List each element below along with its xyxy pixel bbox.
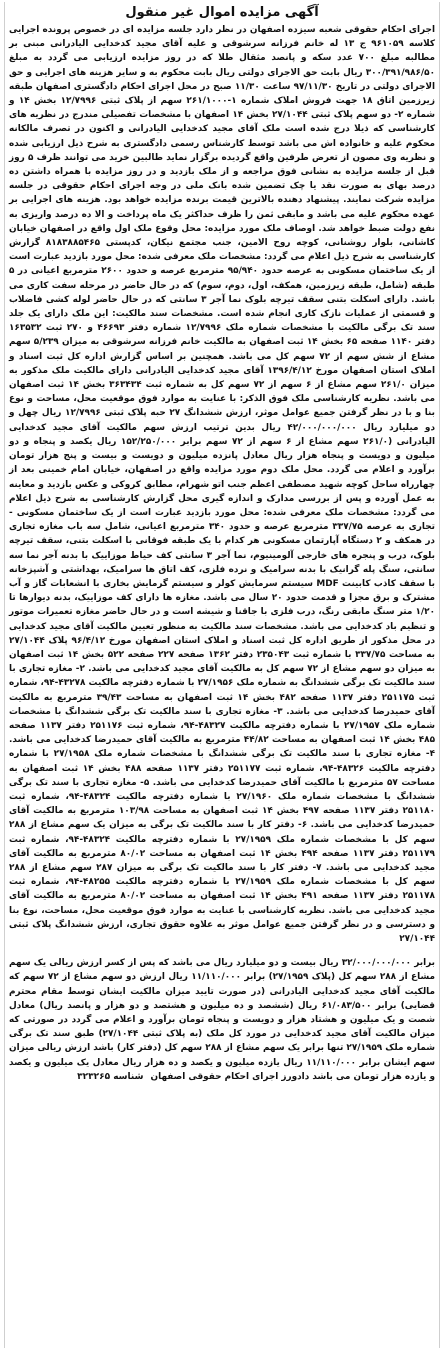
notice-id: شناسه ۳۲۳۲۶۵	[77, 1071, 144, 1082]
notice-footer	[9, 956, 435, 1084]
notice-page	[4, 2, 440, 1348]
notice-body	[9, 23, 435, 946]
notice-footer-text: برابر ۳۲/۰۰۰/۰۰۰/۰۰۰ ریال بیست و دو میلیارد ریال می باشد که پس از کسر ارزش ریالی یک سهم مشاع از ۲۸۸ سهم کل (پلاک ۲۷/۱۹۵۹) برابر ۱۱/۱۱۰/۰۰۰ ریال ارزش دو سهم مشاع از ۷۲ سهم که مالکیت آقای مجید کدخدایی الیادرانی (در صورت تایید میزان مالکیت ایشان توسط مقام محترم قضایی) برابر ۶۱/۰۸۳/۵۰۰ ریال (ششصد و ده میلیون و هشتصد و دو هزار و پانصد ریال) معادل شصت و یک میلیون و هشتاد هزار و دویست و پنجاه تومان برآورد و اعلام می گردد در صورتی که میزان مالکیت آقای مجید کدخدایی در مورد کل ملک (به پلاک ثبتی ۲۷/۱۰۴۴) طبق سند تک برگی شماره ملک ۲۷/۱۹۵۹ تنها برابر یک سهم مشاع از ۲۸۸ سهم کل (دفتر کار) باشد ارزش ریالی میزان سهم ایشان برابر ۱۱/۱۱۰/۰۰۰ ریال یازده میلیون و یکصد و ده هزار ریال معادل یک میلیون و یکصد و یازده هزار تومان می باشد دادورز اجرای احکام حقوقی اصفهان	[9, 958, 435, 1082]
notice-paragraph: اجرای احکام حقوقی شعبه سیزده اصفهان در نظر دارد جلسه مزایده ای در خصوص پرونده اجرایی کلاسه ۹۶۱۰۵۹ ج ۱۳ له خانم فرزانه سرشوقی و علیه آقای مجید کدخدایی الیادرانی مبنی بر مطالبه مبلغ ۷۰۰ عدد سکه و پانصد مثقال طلا که در روز مزایده ارزیابی می گردد به مبلغ ۳۰۰/۳۹۱/۹۸۶/۵۰ ریال بابت حق الاجرای دولتی ریال بابت محکوم به و سایر هزینه های اجرایی و حق الاجرای دولتی در تاریخ ۹۷/۱۱/۳۰ ساعت ۱۱/۳۰ صبح در محل اجرای احکام دادگستری اصفهان طبقه زیرزمین اتاق ۱۸ جهت فروش املاک شماره ۱-۲۶۱/۱۰۰۰ سهم از پلاک ثبتی ۱۲/۷۹۹۶ بخش ۱۴ و شماره ۲- دو سهم پلاک ثبتی ۲۷/۱۰۴۴ بخش ۱۴ اصفهان با مشخصات تفصیلی مندرج در نظریه های کارشناسی که ذیلا درج شده است ملک آقای مجید کدخدایی الیادرانی و اکنون در تصرف مالکانه محکوم علیه و خانواده اش می باشد توسط کارشناس رسمی دادگستری به شرح ذیل ارزیابی شده و نظریه وی مصون از تعرض طرفین واقع گردیده برگزار نماید طالبین خرید می توانند ظرف ۵ روز قبل از جلسه مزایده به نشانی فوق مراجعه و از ملک بازدید و در روز مزایده با همراه داشتن ده درصد بهای به صورت نقد یا چک تضمین شده بانک ملی در وجه اجرای احکام حقوقی در جلسه مزایده شرکت نمایند. پیشنهاد دهنده بالاترین قیمت برنده مزایده خواهد بود. هزینه های اجرایی بر عهده محکوم علیه می باشد و مابقی ثمن را ظرف حداکثر یک ماه پرداخت و الا ده درصد واریزی به نفع دولت ضبط خواهد شد. اوصاف ملک مورد مزایده: محل وقوع ملک اول واقع در اصفهان خیابان کاشانی، بلوار روشنانی، کوچه روح الامین، جنب مجتمع نیکان، کدپستی ۸۱۸۳۸۸۵۴۶۵ گزارش کارشناسی به شرح ذیل اعلام می گردد: مشخصات ملک معرفی شده: محل مورد بازدید عبارت است از یک ساختمان مسکونی به عرصه حدود ۹۵/۹۴۰ مترمربع عرصه و حدود ۲۶۰۰ مترمربع اعیانی در ۵ طبقه (شامل، طبقه زیرزمین، همکف، اول، دوم، سوم) که در حال حاضر در مرحله سفت کاری می باشد. دارای اسکلت بتنی سقف تیرچه بلوک نما آجر ۳ سانتی که در حال حاضر لوله کشی فاضلاب و قسمتی از عملیات نازک کاری انجام شده است. مشخصات سند مالکیت: این ملک دارای یک جلد سند تک برگی مالکیت با مشخصات شماره ملک ۱۲/۷۹۹۶ شماره دفتر ۴۶۶۹۳ و ۲۷۰ ثبت ۱۶۳۵۳۲ دفتر ۱۱۴۰ صفحه ۶۵ بخش ۱۴ ثبت اصفهان به مالکیت خانم فرزانه سرشوقی به میزان ۵/۲۳۹ سهم مشاع از شش سهم از ۷۲ سهم کل می باشد. همچنین بر اساس گزارش اداره کل ثبت اسناد و املاک استان اصفهان مورخ ۱۳۹۶/۴/۱۲ آقای مجید کدخدایی الیادرانی دارای مالکیت ملک مذکور به میزان ۲۶۱/۰ سهم مشاع از ۶ سهم از ۷۲ سهم کل به شماره ثبت ۳۶۳۴۳۴ بخش ۱۴ ثبت اصفهان می باشد. نظریه کارشناسی ملک فوق الذکر: با عنایت به موارد فوق موقعیت محل، مساحت و نوع بنا و با در نظر گرفتن جمیع عوامل موثر، ارزش ششدانگ ۲۷ حبه پلاک ثبتی ۱۲/۷۹۹۶ ریال چهل و دو میلیارد ریال ۴۲/۰۰۰/۰۰۰/۰۰۰ ریال بدین ترتیب ارزش سهم مالکیت آقای مجید کدخدایی الیادرانی (۲۶۱/۰ سهم مشاع از ۶ سهم از ۷۲ سهم برابر ۱۵۲/۲۵۰/۰۰۰ ریال یکصد و پنجاه و دو میلیون و دویست و پنجاه هزار ریال معادل پانزده میلیون و دویست و بیست و پنج هزار تومان برآورد و اعلام می گردد. محل ملک دوم مورد مزایده واقع در اصفهان، خیابان امام خمینی بعد از چهارراه ساحل کوچه شهید مصطفی اعظم جنب اتو شهرام، مطابق کروکی و عکس بازدید و معاینه به عمل آورده و پس از بررسی مدارک و اندازه گیری محل گزارش کارشناسی به شرح ذیل اعلام می گردد: مشخصات ملک معرفی شده: محل مورد بازدید عبارت است از یک ساختمان مسکونی - تجاری به عرصه ۳۳۷/۷۵ مترمربع عرصه و حدود ۳۴۰ مترمربع اعیانی، شامل سه باب مغازه تجاری در همکف و ۲ دستگاه آپارتمان مسکونی هر کدام با یک طبقه فوقانی با اسکلت بتنی، سقف تیرچه بلوک، درب و پنجره های خارجی آلومینیوم، نما آجر ۳ سانتی کف حیاط موزاییک با بدنه آجر نما سه سانتی، سنگ پله گرانیک با بدنه سرامیک و نرده فلزی، کف اتاق ها سرامیک، بهداشتی و آشپزخانه با سقف کاذب کابینت MDF سیستم سرمایش کولر و سیستم گرمایش بخاری با انشعابات گاز و آب مشترک و برق مجزا و قدمت حدود ۲۰ سال می باشد. مغازه ها دارای کف موزاییک، بدنه دیوارها تا ۱/۲۰ متر سنگ مابقی رنگ، درب فلزی با جاقنا و شیشه است و در حال حاضر مغازه تعمیرات موتور و تنظیم باد کدخدایی می باشد. مشخصات سند مالکیت به منظور تعیین مالکیت آقای مجید کدخدایی در محل مذکور از طریق اداره کل ثبت اسناد و املاک استان اصفهان مورخ ۹۶/۴/۱۲ پلاک ۲۷/۱۰۴۴ به مساحت ۳۳۷/۷۵ با شماره ثبت ۲۳۵۰۴۳ دفتر ۱۳۶۲ صفحه ۲۲۷ صفحه ۵۲۲ بخش ۱۴ ثبت اصفهان به میزان دو سهم مشاع از ۷۲ سهم کل به مالکیت آقای مجید کدخدایی می باشد. ۲- مغازه تجاری با سند مالکیت تک برگی ششدانگ به شماره ملک ۲۷/۱۹۵۶ با شماره دفترچه مالکیت ۴۳۲۷۸-۹۴، شماره ثبت ۲۵۱۱۷۵ دفتر ۱۱۳۷ صفحه ۴۸۲ بخش ۱۴ ثبت اصفهان به مساحت ۳۹/۴۳ مترمربع به مالکیت آقای حمیدرضا کدخدایی می باشد. ۳- مغازه تجاری با سند مالکیت تک برگی ششدانگ با مشخصات شماره ملک ۲۷/۱۹۵۷ با شماره دفترچه مالکیت ۴۸۳۲۷-۹۴، شماره ثبت ۲۵۱۱۷۶ دفتر ۱۱۳۷ صفحه ۴۸۵ بخش ۱۴ ثبت اصفهان به مساحت ۴۴/۸۲ مترمربع به مالکیت آقای حمیدرضا کدخدایی می باشد. ۴- مغازه تجاری با سند مالکیت تک برگی ششدانگ با مشخصات شماره ملک ۲۷/۱۹۵۸ با شماره دفترچه مالکیت ۴۸۳۲۶-۹۴، شماره ثبت ۲۵۱۱۷۷ دفتر ۱۱۳۷ صفحه ۴۸۸ بخش ۱۴ ثبت اصفهان به مساحت ۵۷ مترمربع با مالکیت آقای حمیدرضا کدخدایی می باشد. ۵- مغازه تجاری با سند تک برگی ششدانگ با مشخصات شماره ملک ۲۷/۱۹۶۰ با شماره دفترچه مالکیت ۴۸۳۲۴-۹۴، شماره ثبت ۲۵۱۱۸۰ دفتر ۱۱۳۷ صفحه ۴۹۷ بخش ۱۴ ثبت اصفهان به مساحت ۱۰۳/۹۸ مترمربع به مالکیت آقای حمیدرضا کدخدایی می باشد. ۶- دفتر کار با سند مالکیت تک برگی به میزان یک سهم مشاع از ۲۸۸ سهم کل با مشخصات شماره ملک ۲۷/۱۹۵۹ با شماره دفترچه مالکیت ۴۸۳۲۴-۹۴، شماره ثبت ۲۵۱۱۷۹ دفتر ۱۱۳۷ صفحه ۴۹۴ بخش ۱۴ ثبت اصفهان به مساحت ۸۰/۰۲ مترمربع به مالکیت آقای مجید کدخدایی می باشد. ۷- دفتر کار با سند مالکیت تک برگی به میزان ۲۸۷ سهم مشاع از ۲۸۸ سهم کل با مشخصات شماره ملک ۲۷/۱۹۵۹ با شماره دفترچه مالکیت ۴۸۲۵۵-۹۴، شماره ثبت ۲۵۱۱۷۸ دفتر ۱۱۳۷ صفحه ۴۹۱ بخش ۱۴ ثبت اصفهان به مساحت ۸۰/۰۲ مترمربع به مالکیت آقای مجید کدخدایی می باشد. نظریه کارشناسی با عنایت به موارد فوق موقعیت محل، مساحت، نوع بنا و دسترسی و در نظر گرفتن جمیع عوامل موثر به علاوه حقوق تجاری، ارزش ششدانگ پلاک ثبتی ۲۷/۱۰۴۴	[9, 25, 436, 944]
notice-title: آگهی مزایده اموال غیر منقول	[125, 5, 319, 20]
